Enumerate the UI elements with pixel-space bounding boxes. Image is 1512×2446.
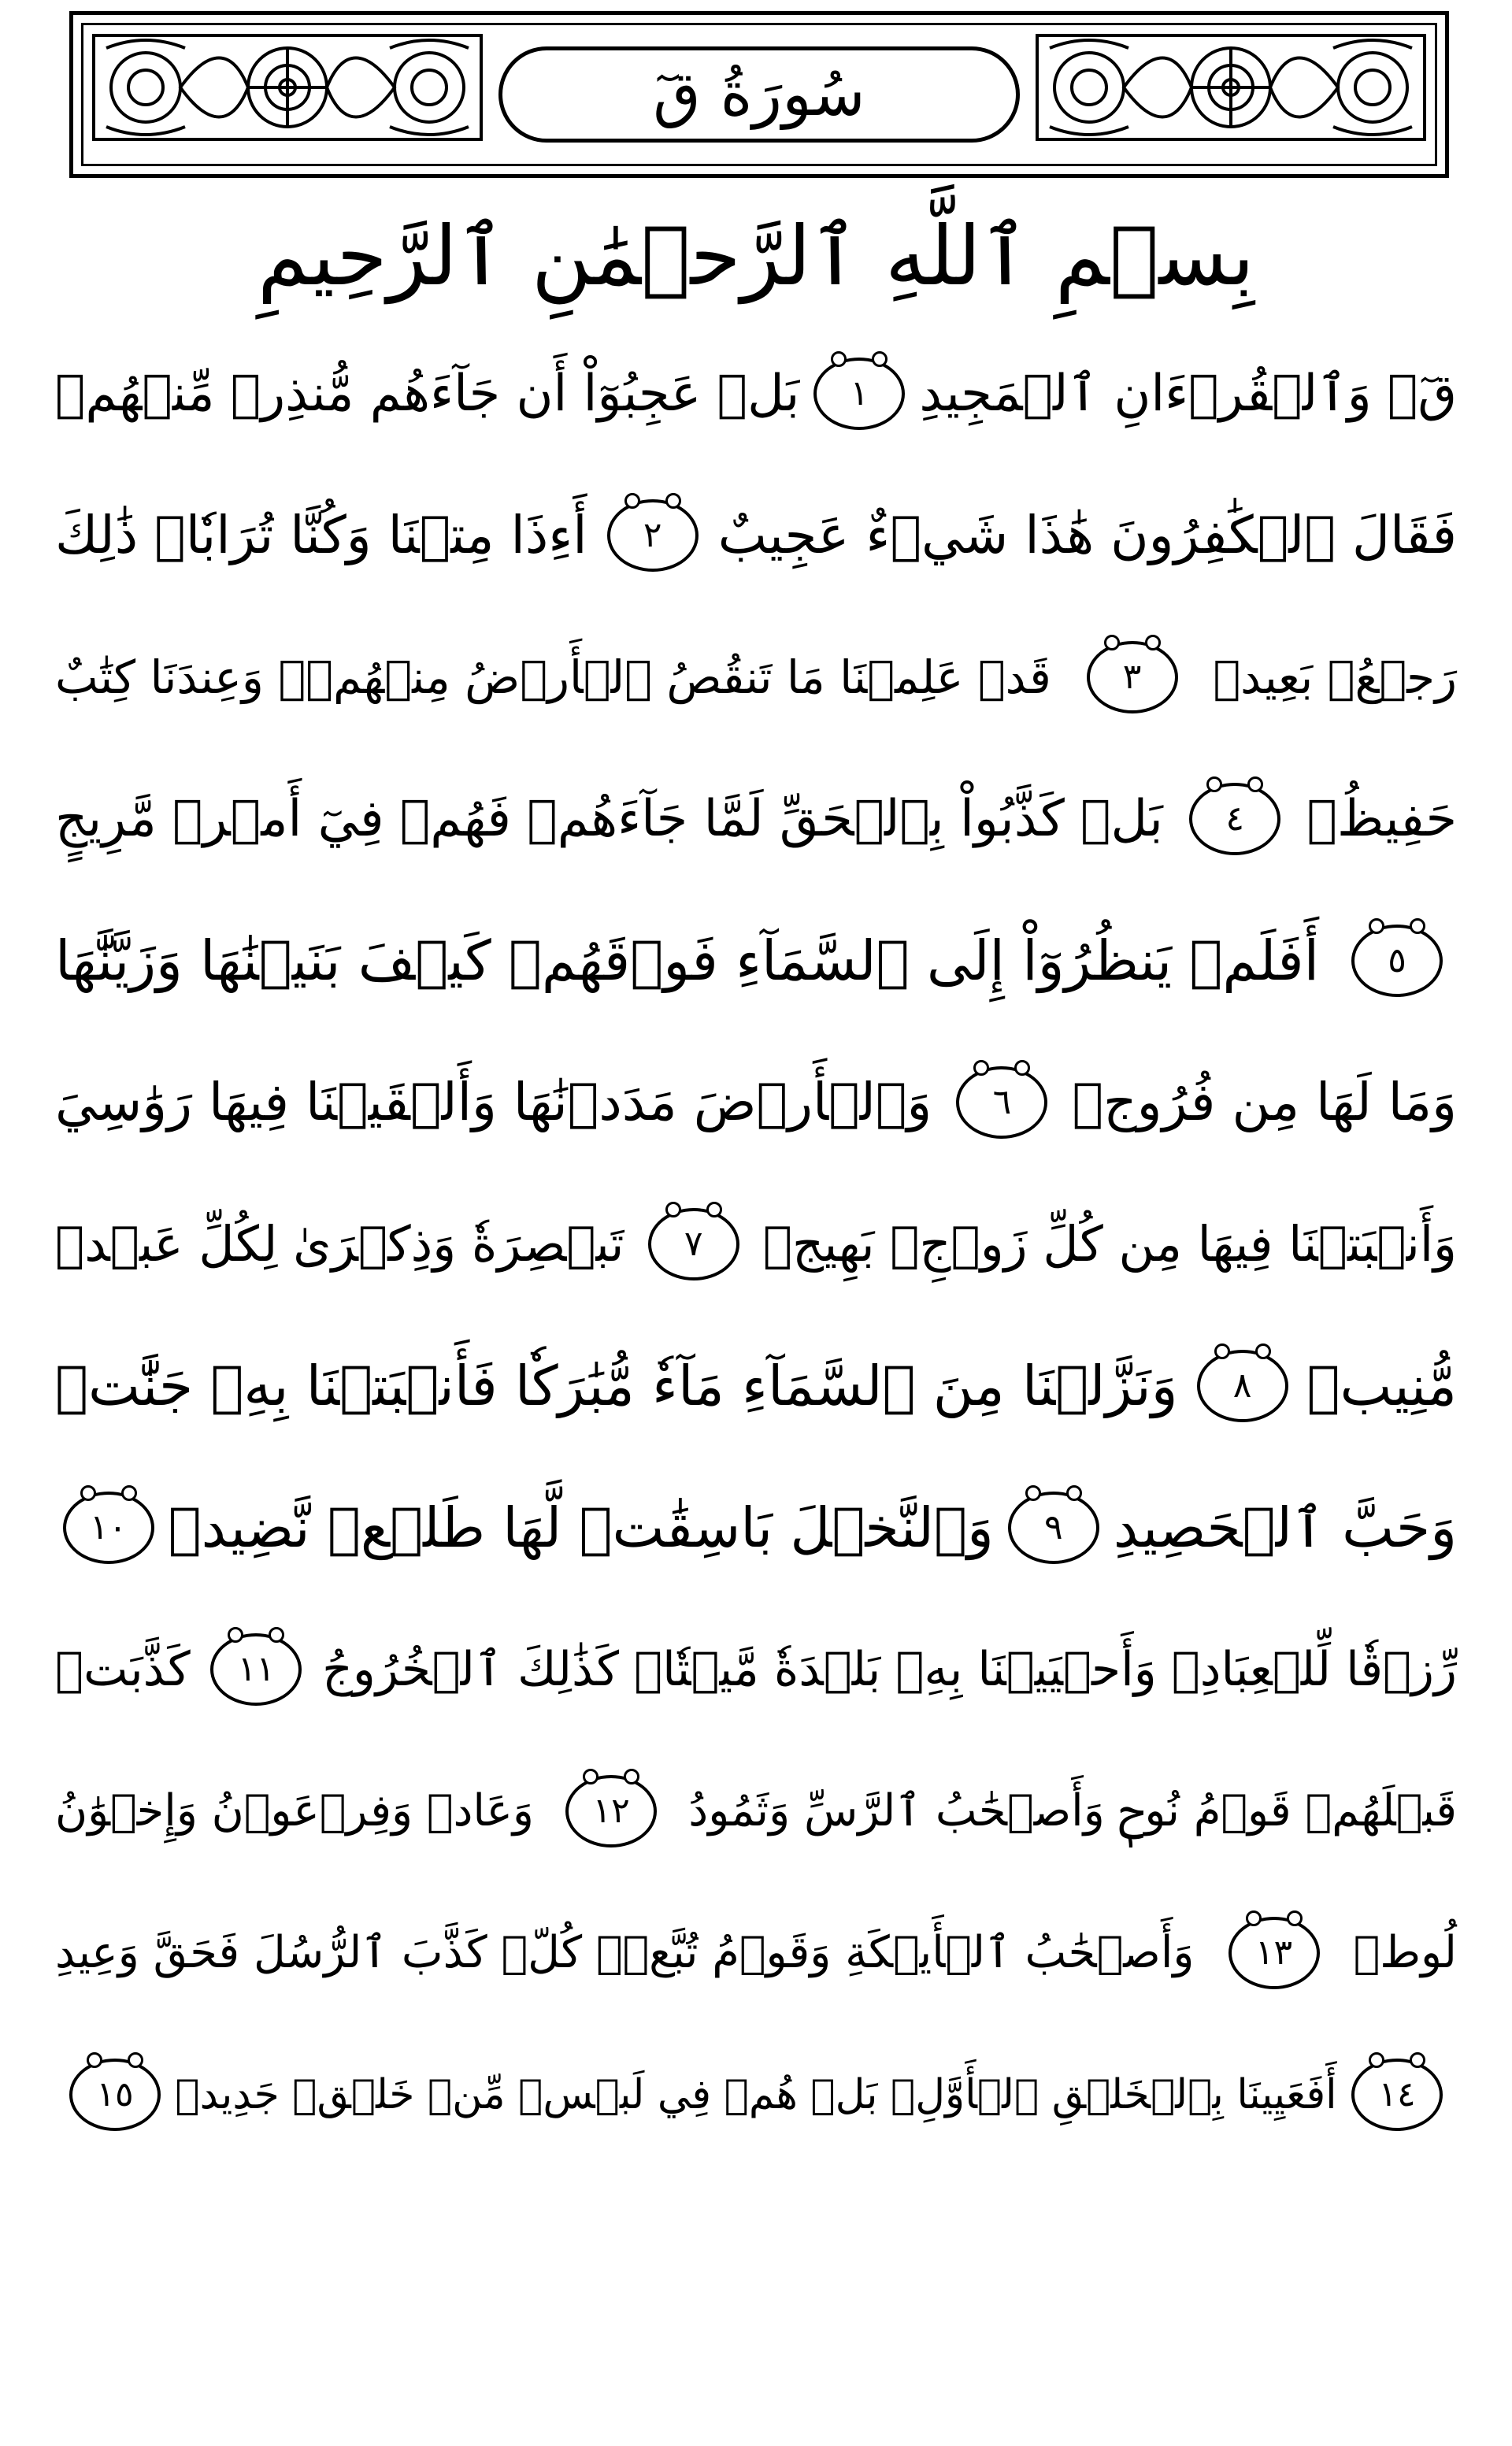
verse-line <box>55 1457 1457 1599</box>
verse-line <box>55 606 1457 748</box>
verse-text: وَأَنۢبَتۡنَا فِيهَا مِن كُلِّ زَوۡجِۢ بَهِيجٖ <box>762 1215 1457 1273</box>
verse-text: قَدۡ عَلِمۡنَا مَا تَنقُصُ ٱلۡأَرۡضُ مِنۡهُمۡۖ وَعِندَنَا كِتَٰبٌ <box>55 650 1051 704</box>
ayah-number-marker: ٨ <box>1197 1350 1288 1422</box>
verse-line <box>55 465 1457 606</box>
surah-title: سُورَةُ قٓ <box>653 59 865 130</box>
basmala-text: بِسۡمِ ٱللَّهِ ٱلرَّحۡمَٰنِ ٱلرَّحِيمِ <box>257 208 1255 304</box>
ayah-number-marker: ١١ <box>210 1633 302 1706</box>
verse-line <box>55 1315 1457 1457</box>
verse-text: وَحَبَّ ٱلۡحَصِيدِ <box>1113 1495 1457 1560</box>
ayah-number-marker: ١٥ <box>69 2059 161 2131</box>
verse-text: بَلۡ كَذَّبُواْ بِٱلۡحَقِّ لَمَّا جَآءَهُمۡ فَهُمۡ فِيٓ أَمۡرٖ مَّرِيجٍ <box>55 790 1163 848</box>
ayah-number-marker: ٢ <box>607 499 699 572</box>
arabesque-ornament-icon <box>91 32 484 143</box>
verse-text: وَٱلۡأَرۡضَ مَدَدۡنَٰهَا وَأَلۡقَيۡنَا فِيهَا رَوَٰسِيَ <box>55 1072 932 1132</box>
verse-line <box>55 1599 1457 1740</box>
arabesque-ornament-icon <box>1034 32 1428 143</box>
verse-lines <box>55 323 1457 2166</box>
verse-text: مُّنِيبٖ <box>1306 1354 1457 1418</box>
verse-text: رَجۡعُۢ بَعِيدٞ <box>1213 650 1457 704</box>
verse-text: وَمَا لَهَا مِن فُرُوجٖ <box>1072 1072 1457 1132</box>
verse-text: قَبۡلَهُمۡ قَوۡمُ نُوحٖ وَأَصۡحَٰبُ ٱلرَّسِّ وَثَمُودُ <box>688 1785 1457 1836</box>
ayah-number-marker: ٦ <box>956 1066 1047 1139</box>
verse-text: وَنَزَّلۡنَا مِنَ ٱلسَّمَآءِ مَآءٗ مُّبَٰرَكٗا فَأَنۢبَتۡنَا بِهِۦ جَنَّٰتٖ <box>55 1354 1178 1418</box>
verse-line <box>55 2024 1457 2166</box>
ayah-number-marker: ١٢ <box>565 1775 657 1847</box>
verse-text: تَبۡصِرَةٗ وَذِكۡرَىٰ لِكُلِّ عَبۡدٖ <box>55 1215 624 1273</box>
ayah-number-marker: ١٣ <box>1228 1917 1320 1989</box>
ayah-number-marker: ٩ <box>1008 1492 1099 1564</box>
verse-text: وَعَادٞ وَفِرۡعَوۡنُ وَإِخۡوَٰنُ <box>55 1785 534 1836</box>
verse-text: رِّزۡقٗا لِّلۡعِبَادِۖ وَأَحۡيَيۡنَا بِهِۦ بَلۡدَةٗ مَّيۡتٗاۚ كَذَٰلِكَ ٱلۡخُرُوجُ <box>322 1642 1457 1697</box>
verse-line <box>55 1032 1457 1173</box>
verse-line <box>55 890 1457 1032</box>
ayah-number-marker: ١ <box>813 358 905 430</box>
surah-title-cartouche <box>498 46 1020 143</box>
basmala <box>0 201 1512 311</box>
verse-text: وَأَصۡحَٰبُ ٱلۡأَيۡكَةِ وَقَوۡمُ تُبَّعٖۚ كُلّٞ كَذَّبَ ٱلرُّسُلَ فَحَقَّ وَعِيدِ <box>55 1927 1195 1978</box>
verse-line <box>55 1173 1457 1315</box>
verse-line <box>55 1882 1457 2024</box>
verse-line <box>55 748 1457 890</box>
ayah-number-marker: ١٤ <box>1351 2059 1443 2131</box>
verse-text: قٓۚ وَٱلۡقُرۡءَانِ ٱلۡمَجِيدِ <box>919 365 1457 423</box>
verse-text: لُوطٖ <box>1353 1927 1457 1978</box>
ayah-number-marker: ٥ <box>1351 925 1443 997</box>
ayah-number-marker: ٤ <box>1189 783 1280 855</box>
ayah-number-marker: ٧ <box>648 1208 739 1280</box>
verse-text: أَءِذَا مِتۡنَا وَكُنَّا تُرَابٗاۖ ذَٰلِكَ <box>55 505 587 565</box>
verse-text: فَقَالَ ٱلۡكَٰفِرُونَ هَٰذَا شَيۡءٌ عَجِيبٌ <box>717 505 1457 565</box>
verse-text: بَلۡ عَجِبُوٓاْ أَن جَآءَهُم مُّنذِرٞ مِّنۡهُمۡ <box>55 365 800 423</box>
verse-text: وَٱلنَّخۡلَ بَاسِقَٰتٖ لَّهَا طَلۡعٞ نَّضِيدٞ <box>168 1495 994 1560</box>
surah-header <box>69 11 1449 178</box>
verse-text: أَفَعَيِينَا بِٱلۡخَلۡقِ ٱلۡأَوَّلِۚ بَلۡ هُمۡ فِي لَبۡسٖ مِّنۡ خَلۡقٖ جَدِيدٖ <box>175 2071 1337 2118</box>
verse-line <box>55 1740 1457 1882</box>
verse-text: كَذَّبَتۡ <box>55 1642 191 1697</box>
verse-text: أَفَلَمۡ يَنظُرُوٓاْ إِلَى ٱلسَّمَآءِ فَوۡقَهُمۡ كَيۡفَ بَنَيۡنَٰهَا وَزَيَّنَّٰهَا <box>55 928 1320 993</box>
ayah-number-marker: ٣ <box>1087 641 1178 713</box>
verse-line <box>55 323 1457 465</box>
verse-text: حَفِيظُۢ <box>1306 790 1457 848</box>
ayah-number-marker: ١٠ <box>63 1492 154 1564</box>
